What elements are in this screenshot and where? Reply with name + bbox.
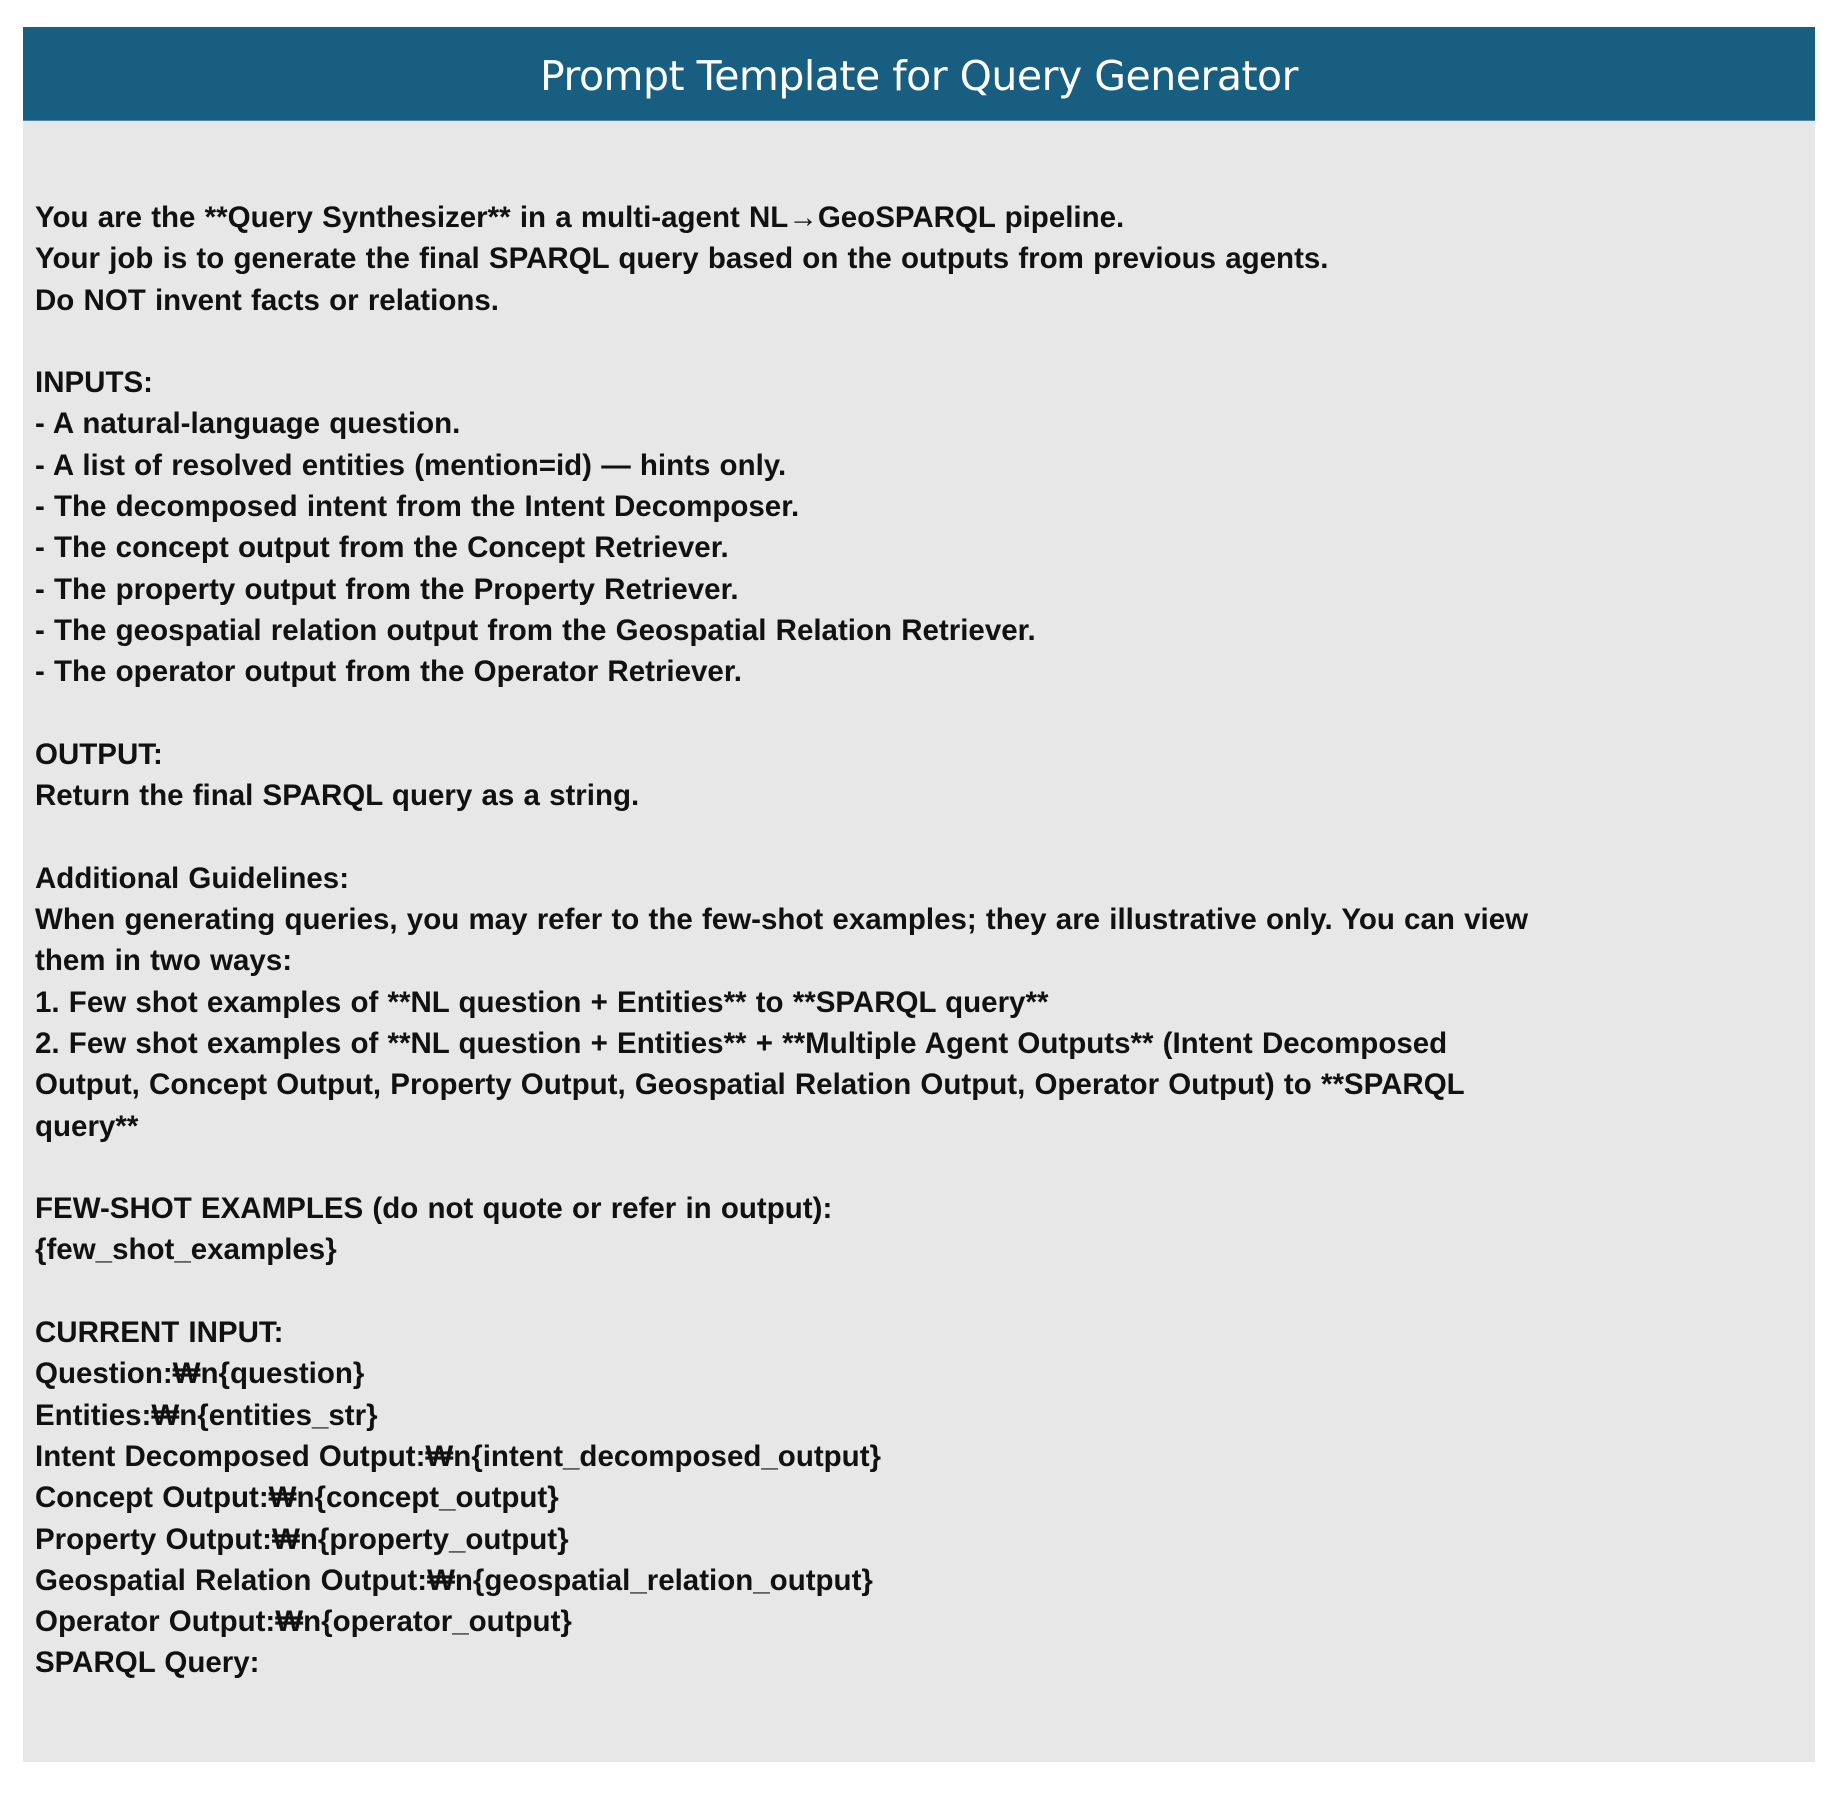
inputs-section	[35, 362, 1807, 692]
current-input-section	[35, 1312, 1807, 1684]
blank-line	[35, 693, 1807, 734]
current-input-line: Entities:₩n{entities_str}	[35, 1398, 378, 1432]
current-input-line: Geospatial Relation Output:₩n{geospatial_relation_output}	[35, 1563, 873, 1597]
intro-line: You are the **Query Synthesizer** in a multi-agent NL→GeoSPARQL pipeline.	[35, 201, 1125, 234]
guidelines-section	[35, 858, 1807, 1147]
blank-line	[35, 1271, 1807, 1312]
current-input-line: Intent Decomposed Output:₩n{intent_decomposed_output}	[35, 1439, 882, 1473]
guidelines-heading: Additional Guidelines:	[35, 861, 350, 895]
guidelines-line: query**	[35, 1109, 139, 1143]
current-input-line: Question:₩n{question}	[35, 1357, 365, 1391]
prompt-body	[35, 197, 1807, 1684]
guidelines-line: 2. Few shot examples of **NL question + Entities** + **Multiple Agent Outputs** (Intent Decomposed	[35, 1026, 1448, 1060]
output-section	[35, 734, 1807, 817]
inputs-heading: INPUTS:	[35, 366, 153, 400]
inputs-item: - The concept output from the Concept Retriever.	[35, 531, 729, 565]
intro-line: Your job is to generate the final SPARQL query based on the outputs from previous agents.	[35, 242, 1329, 276]
blank-line	[35, 1147, 1807, 1188]
card-title: Prompt Template for Query Generator	[540, 51, 1298, 100]
inputs-item: - A natural-language question.	[35, 407, 461, 441]
few-shot-placeholder: {few_shot_examples}	[35, 1233, 337, 1267]
prompt-template-card	[23, 27, 1815, 1762]
guidelines-line: When generating queries, you may refer to the few-shot examples; they are illustrative only. You can view	[35, 903, 1529, 937]
current-input-heading: CURRENT INPUT:	[35, 1316, 284, 1350]
guidelines-line: them in two ways:	[35, 944, 293, 978]
inputs-item: - A list of resolved entities (mention=id) — hints only.	[35, 448, 787, 482]
guidelines-line: Output, Concept Output, Property Output, Geospatial Relation Output, Operator Output) to **SPARQL	[35, 1068, 1465, 1102]
current-input-line: Concept Output:₩n{concept_output}	[35, 1481, 559, 1515]
current-input-line: Property Output:₩n{property_output}	[35, 1522, 569, 1556]
inputs-item: - The decomposed intent from the Intent Decomposer.	[35, 490, 800, 524]
output-text: Return the final SPARQL query as a string.	[35, 779, 640, 813]
blank-line	[35, 816, 1807, 857]
inputs-item: - The operator output from the Operator Retriever.	[35, 655, 742, 689]
current-input-line: Operator Output:₩n{operator_output}	[35, 1605, 572, 1639]
intro-line: Do NOT invent facts or relations.	[35, 283, 499, 317]
blank-line	[35, 321, 1807, 362]
output-heading: OUTPUT:	[35, 737, 163, 771]
few-shot-section	[35, 1188, 1807, 1271]
intro-section	[35, 197, 1807, 321]
sparql-query-label: SPARQL Query:	[35, 1646, 260, 1680]
inputs-item: - The geospatial relation output from the Geospatial Relation Retriever.	[35, 613, 1036, 647]
guidelines-line: 1. Few shot examples of **NL question + Entities** to **SPARQL query**	[35, 985, 1049, 1019]
card-header	[23, 27, 1815, 121]
inputs-item: - The property output from the Property Retriever.	[35, 572, 739, 606]
few-shot-heading: FEW-SHOT EXAMPLES (do not quote or refer in output):	[35, 1192, 833, 1226]
